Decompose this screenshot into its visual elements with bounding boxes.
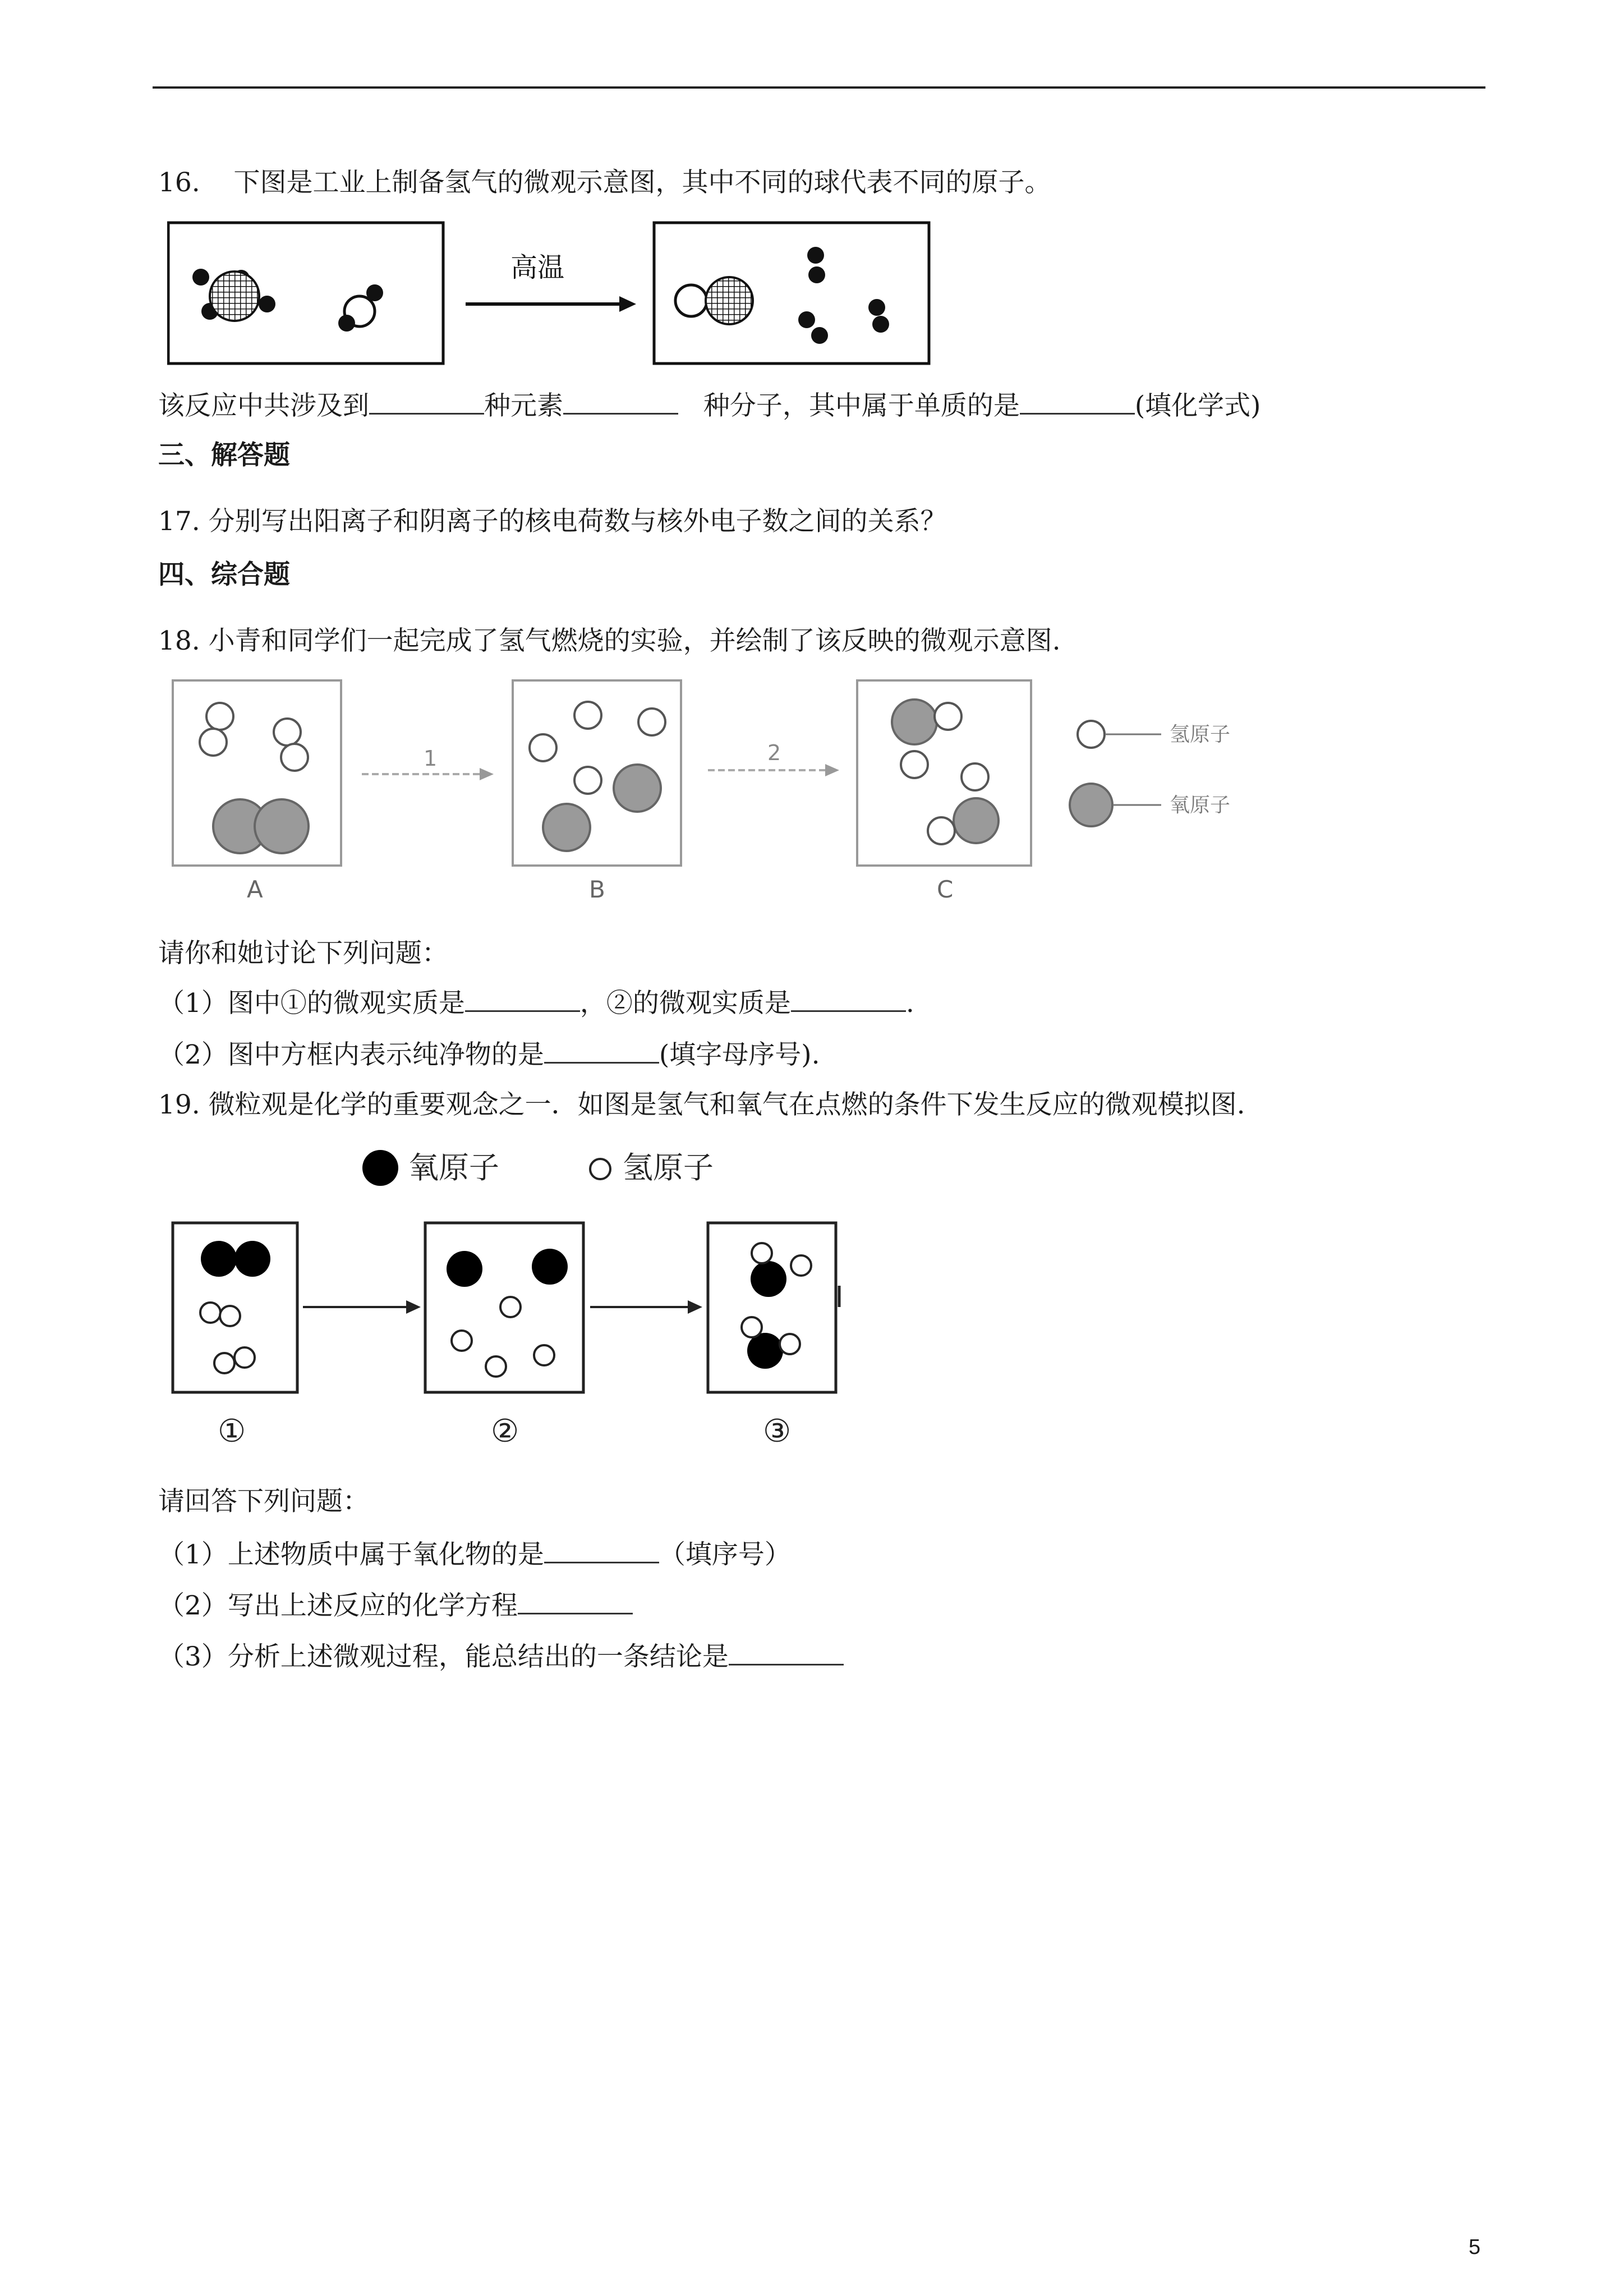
q16-atom-white xyxy=(675,285,707,316)
q16-atom-grid xyxy=(210,272,259,321)
legend-oxygen-icon xyxy=(1070,784,1112,826)
hydrogen-atom xyxy=(274,719,301,746)
legend-oxygen-label: 氧原子 xyxy=(408,1150,499,1185)
oxygen-atom xyxy=(614,765,661,812)
hydrogen-atom xyxy=(452,1331,472,1351)
header-rule xyxy=(153,86,1485,89)
q16-text: 下图是工业上制备氢气的微观示意图，其中不同的球代表不同的原子。 xyxy=(233,167,1051,198)
hydrogen-atom xyxy=(574,767,601,794)
hydrogen-atom xyxy=(791,1255,811,1276)
q16-prompt xyxy=(158,166,1051,200)
q18-arrowhead-1 xyxy=(480,768,494,780)
q19-prompt: 19. 微粒观是化学的重要观念之一．如图是氢气和氧气在点燃的条件下发生反应的微观模拟图. xyxy=(158,1089,1245,1120)
legend-hydrogen-icon xyxy=(1078,721,1105,748)
legend-hydrogen-icon xyxy=(590,1159,610,1179)
oxygen-atom xyxy=(892,700,937,744)
oxygen-atom xyxy=(234,1241,270,1277)
q16-arrow-label: 高温 xyxy=(510,252,565,283)
q18-sub1-text-b: ，②的微观实质是 xyxy=(579,988,791,1019)
hydrogen-atom xyxy=(574,702,601,729)
hydrogen-atom xyxy=(961,763,988,790)
hydrogen-atom xyxy=(214,1353,234,1373)
q16-answer-line xyxy=(158,388,1261,423)
hydrogen-atom xyxy=(752,1243,772,1263)
hydrogen-atom xyxy=(742,1317,762,1337)
q19-diagram xyxy=(168,1139,909,1458)
q16-text-part4: (填化学式) xyxy=(1134,390,1261,421)
q16-atom-black xyxy=(798,311,815,328)
q18-label-b: B xyxy=(589,876,605,903)
oxygen-atom xyxy=(201,1241,237,1277)
q16-atom-black xyxy=(338,315,355,332)
q18-label-a: A xyxy=(247,876,263,903)
q16-atom-black xyxy=(807,247,824,264)
hydrogen-atom xyxy=(220,1306,240,1326)
q16-number: 16. xyxy=(158,167,200,198)
q19-sub3-text-a: （3）分析上述微观过程，能总结出的一条结论是 xyxy=(158,1641,729,1672)
q19-sub2-text-a: （2）写出上述反应的化学方程 xyxy=(158,1590,518,1621)
answer-blank[interactable] xyxy=(791,986,906,1012)
q17-prompt: 17. 分别写出阳离子和阴离子的核电荷数与核外电子数之间的关系？ xyxy=(158,506,947,537)
q16-atom-black xyxy=(811,327,828,344)
hydrogen-atom xyxy=(780,1334,800,1354)
q18-step-1: 1 xyxy=(424,746,438,771)
hydrogen-atom xyxy=(500,1297,521,1317)
legend-hydrogen-label: 氢原子 xyxy=(1170,723,1231,746)
q19-sub1-text-b: （填序号） xyxy=(659,1539,791,1570)
q18-intro: 请你和她讨论下列问题： xyxy=(158,938,448,969)
oxygen-atom xyxy=(447,1251,482,1287)
q19-sub2 xyxy=(158,1588,633,1623)
q19-label-1: ① xyxy=(218,1413,246,1450)
answer-blank[interactable] xyxy=(544,1537,659,1563)
q16-atom-black xyxy=(872,316,889,333)
hydrogen-atom xyxy=(928,817,955,844)
q19-sub3 xyxy=(158,1639,844,1674)
answer-blank[interactable] xyxy=(563,388,678,415)
q18-sub1-text-a: （1）图中①的微观实质是 xyxy=(158,988,465,1019)
section-heading-4: 四、综合题 xyxy=(158,559,290,590)
answer-blank[interactable] xyxy=(465,986,580,1012)
q16-atom-black xyxy=(366,284,383,301)
q18-sub2-text-b: (填字母序号). xyxy=(659,1039,820,1070)
page-number: 5 xyxy=(1469,2235,1481,2259)
q16-text-part3: 种分子，其中属于单质的是 xyxy=(703,390,1020,421)
q18-sub1-text-c: . xyxy=(905,988,914,1019)
q19-intro: 请回答下列问题： xyxy=(158,1486,369,1517)
oxygen-atom xyxy=(543,804,590,851)
hydrogen-atom xyxy=(200,1303,220,1323)
q19-arrowhead-2 xyxy=(688,1300,702,1314)
oxygen-atom xyxy=(954,798,999,843)
section-heading-3: 三、解答题 xyxy=(158,440,290,471)
q16-atom-black xyxy=(259,296,275,312)
hydrogen-atom xyxy=(486,1356,506,1377)
q18-label-c: C xyxy=(937,876,954,903)
hydrogen-atom xyxy=(638,708,665,735)
hydrogen-atom xyxy=(901,751,928,778)
oxygen-atom xyxy=(532,1249,568,1285)
q16-diagram xyxy=(167,219,939,370)
oxygen-atom xyxy=(751,1261,786,1297)
oxygen-atom xyxy=(255,799,309,853)
hydrogen-atom xyxy=(935,703,961,730)
legend-oxygen-label: 氧原子 xyxy=(1170,794,1231,817)
hydrogen-atom xyxy=(200,729,227,756)
answer-blank[interactable] xyxy=(518,1588,633,1614)
hydrogen-atom xyxy=(530,734,556,761)
q16-arrowhead xyxy=(619,296,636,312)
legend-oxygen-icon xyxy=(362,1150,398,1186)
q18-sub2 xyxy=(158,1037,820,1072)
q18-sub2-text-a: （2）图中方框内表示纯净物的是 xyxy=(158,1039,544,1070)
q19-arrowhead-1 xyxy=(406,1300,421,1314)
q16-atom-grid xyxy=(706,277,753,324)
answer-blank[interactable] xyxy=(729,1639,844,1665)
answer-blank[interactable] xyxy=(1020,388,1135,415)
q16-text-part1: 该反应中共涉及到 xyxy=(158,390,369,421)
q18-diagram xyxy=(168,676,1285,906)
q19-sub1-text-a: （1）上述物质中属于氧化物的是 xyxy=(158,1539,544,1570)
q16-text-part2: 种元素 xyxy=(484,390,563,421)
q16-atom-black xyxy=(868,299,885,316)
answer-blank[interactable] xyxy=(544,1037,659,1064)
hydrogen-atom xyxy=(234,1347,255,1368)
q19-label-3: ③ xyxy=(763,1413,792,1450)
q18-prompt: 18. 小青和同学们一起完成了氢气燃烧的实验，并绘制了该反映的微观示意图. xyxy=(158,625,1061,656)
q16-atom-black xyxy=(808,266,825,283)
hydrogen-atom xyxy=(534,1345,554,1365)
q19-label-2: ② xyxy=(491,1413,519,1450)
answer-blank[interactable] xyxy=(369,388,484,415)
q19-sub1 xyxy=(158,1537,791,1572)
hydrogen-atom xyxy=(281,744,308,771)
q18-sub1 xyxy=(158,986,914,1020)
q16-atom-black xyxy=(192,269,209,286)
legend-hydrogen-label: 氢原子 xyxy=(623,1150,714,1185)
q18-step-2: 2 xyxy=(767,740,781,765)
hydrogen-atom xyxy=(206,703,233,730)
q18-arrowhead-2 xyxy=(825,764,839,776)
